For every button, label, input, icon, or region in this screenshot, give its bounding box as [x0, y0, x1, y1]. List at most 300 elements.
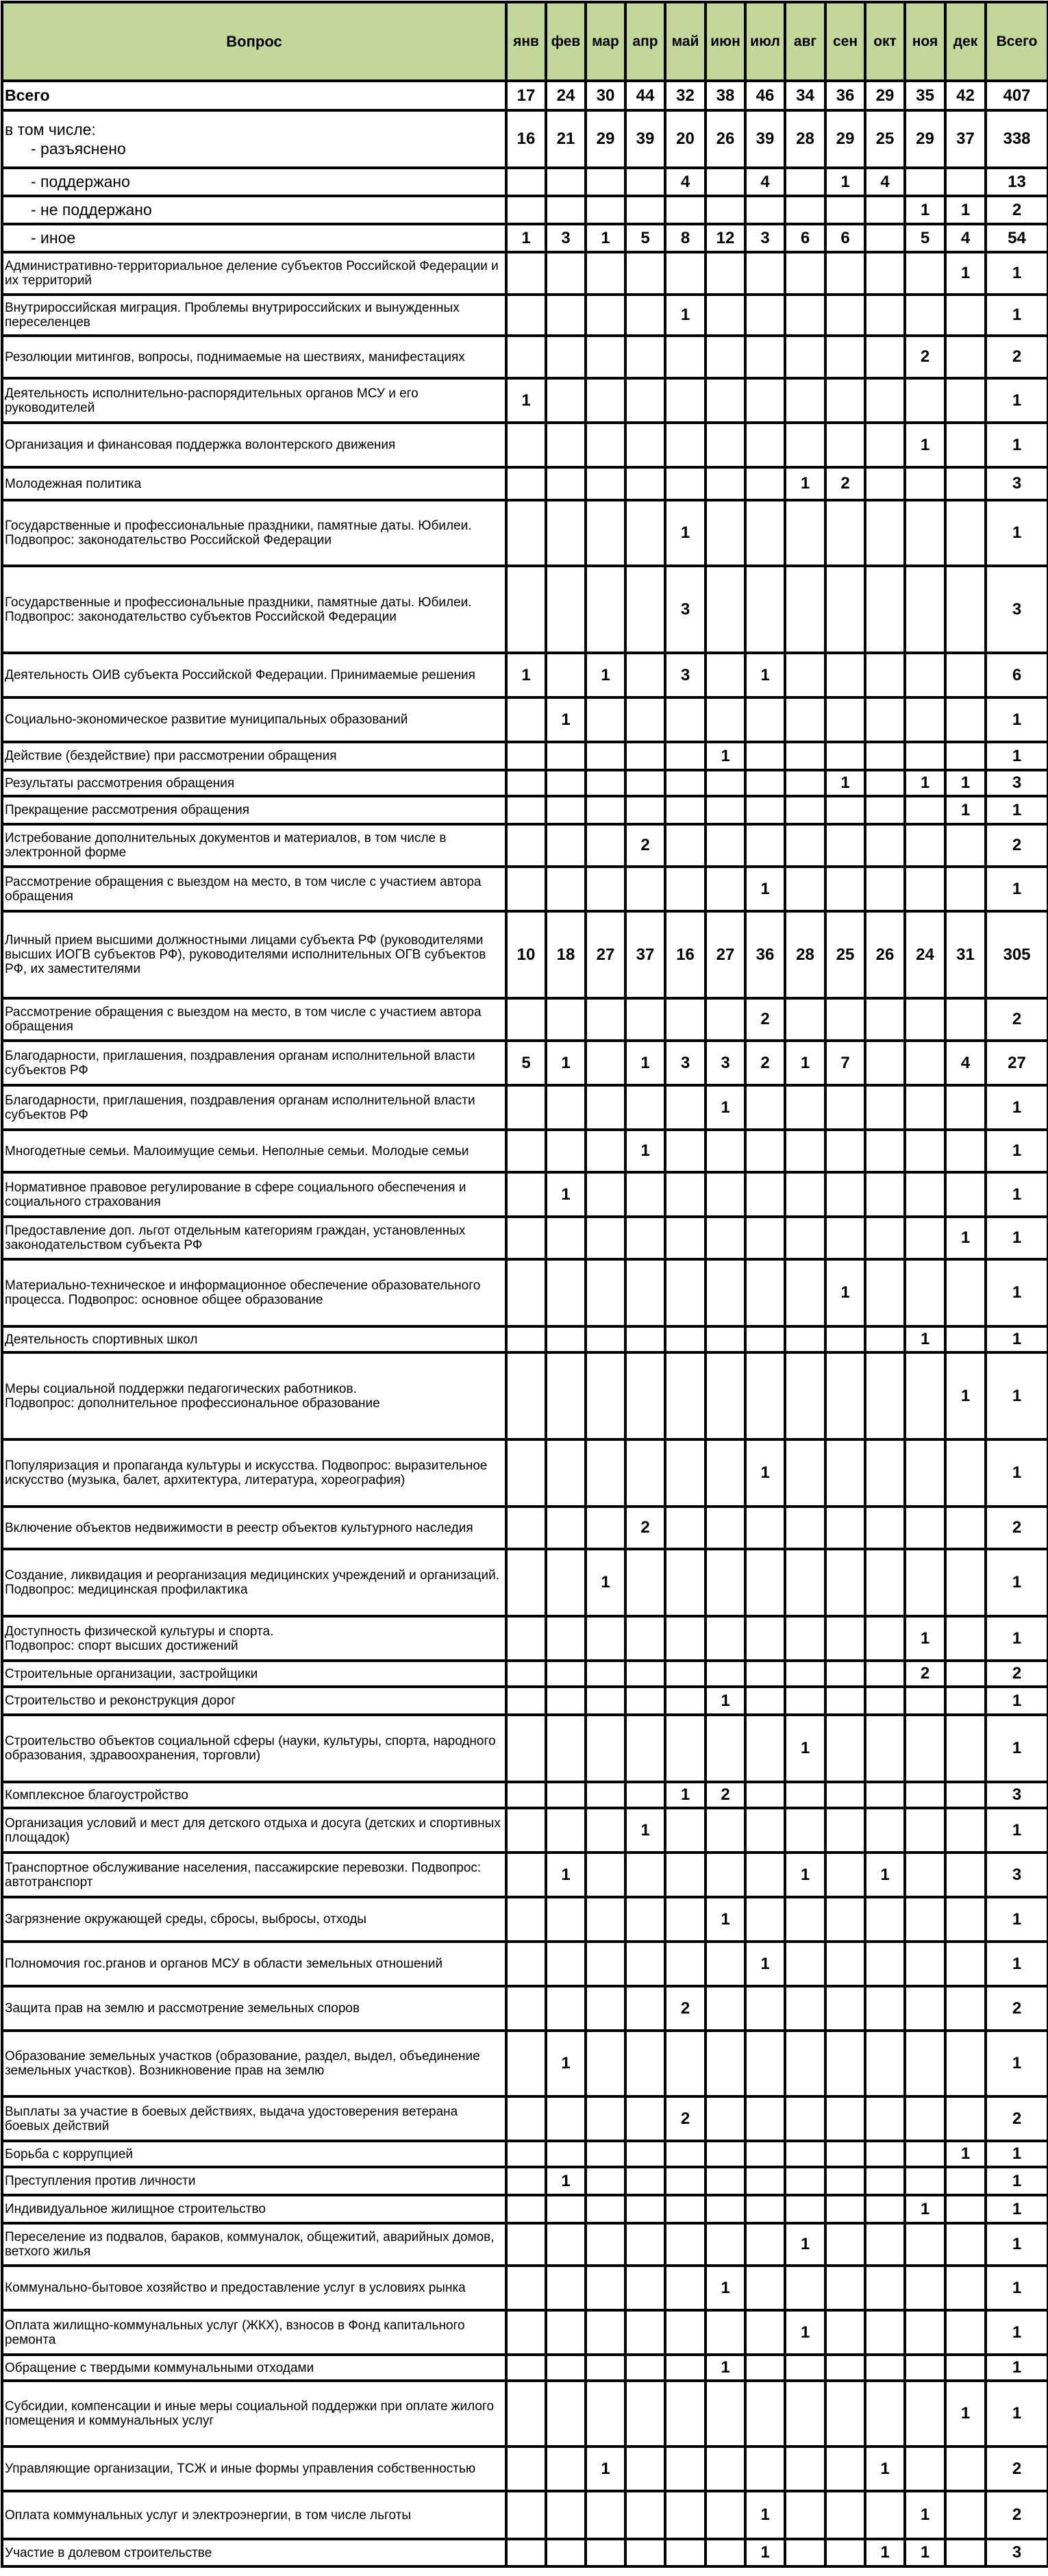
month-value-cell: [905, 2266, 945, 2310]
month-value-cell: 1: [706, 1085, 745, 1130]
month-value-cell: [745, 742, 785, 770]
month-value-cell: [865, 2031, 905, 2096]
month-value-cell: [745, 378, 785, 423]
month-value-cell: [665, 2355, 706, 2381]
month-value-cell: [905, 1808, 945, 1853]
month-value-cell: [706, 2167, 745, 2195]
month-value-cell: [506, 252, 546, 295]
month-value-cell: [506, 742, 546, 770]
month-value-cell: [785, 2539, 825, 2566]
topic-row: [2, 295, 1048, 336]
month-value-cell: [745, 1661, 785, 1687]
month-value-cell: [825, 2539, 865, 2566]
month-value-cell: [665, 697, 706, 742]
month-value-cell: 6: [825, 224, 865, 252]
month-value-cell: [665, 1897, 706, 1942]
row-total-cell: 1: [986, 2195, 1048, 2223]
month-value-cell: [586, 1715, 625, 1782]
month-value-cell: [785, 824, 825, 867]
question-cell: Коммунально-бытовое хозяйство и предоставление услуг в условиях рынка: [2, 2266, 506, 2310]
month-value-cell: 2: [905, 1661, 945, 1687]
month-value-cell: [865, 1130, 905, 1172]
row-total-cell: 338: [986, 110, 1048, 168]
month-value-cell: [625, 2195, 665, 2223]
topic-row: [2, 1897, 1048, 1942]
month-value-cell: [625, 1942, 665, 1986]
question-cell: Полномочия гос.рганов и органов МСУ в области земельных отношений: [2, 1942, 506, 1986]
month-value-cell: [865, 796, 905, 824]
month-value-cell: [905, 2031, 945, 2096]
summary-row-other: [2, 224, 1048, 252]
row-total-cell: 3: [986, 1782, 1048, 1808]
month-value-cell: [625, 295, 665, 336]
month-value-cell: [825, 2310, 865, 2355]
month-value-cell: [865, 2310, 905, 2355]
month-value-cell: [905, 653, 945, 697]
month-value-cell: 25: [865, 110, 905, 168]
row-total-cell: 1: [986, 295, 1048, 336]
month-value-cell: [905, 500, 945, 566]
month-value-cell: 36: [745, 911, 785, 998]
month-value-cell: [625, 2539, 665, 2566]
month-value-cell: 1: [586, 653, 625, 697]
row-total-cell: 2: [986, 2447, 1048, 2491]
topic-row: [2, 697, 1048, 742]
month-value-cell: 25: [825, 911, 865, 998]
topic-row: [2, 566, 1048, 653]
month-value-cell: [506, 2381, 546, 2447]
month-value-cell: [865, 500, 905, 566]
month-value-cell: [706, 2539, 745, 2566]
month-value-cell: [745, 2447, 785, 2491]
month-value-cell: [586, 295, 625, 336]
month-value-cell: [745, 1326, 785, 1352]
row-total-cell: 1: [986, 1259, 1048, 1326]
month-value-cell: [745, 1616, 785, 1661]
row-total-cell: 2: [986, 336, 1048, 378]
month-value-cell: [625, 1259, 665, 1326]
month-value-cell: 1: [905, 423, 945, 467]
month-value-cell: [825, 2491, 865, 2539]
topic-row: [2, 252, 1048, 295]
month-value-cell: [586, 2355, 625, 2381]
month-value-cell: [825, 2447, 865, 2491]
month-value-cell: [506, 2031, 546, 2096]
topic-row: [2, 796, 1048, 824]
row-total-cell: 1: [986, 1897, 1048, 1942]
month-value-cell: [665, 2310, 706, 2355]
month-value-cell: [745, 423, 785, 467]
question-cell: Прекращение рассмотрения обращения: [2, 796, 506, 824]
month-value-cell: [546, 295, 586, 336]
month-value-cell: 36: [825, 81, 865, 110]
month-value-cell: 5: [905, 224, 945, 252]
month-value-cell: [905, 796, 945, 824]
row-total-cell: 3: [986, 467, 1048, 500]
month-value-cell: [785, 1352, 825, 1439]
month-value-cell: 1: [665, 500, 706, 566]
question-cell: Строительные организации, застройщики: [2, 1661, 506, 1687]
month-value-cell: [785, 1259, 825, 1326]
month-value-cell: [905, 1549, 945, 1616]
question-cell: Истребование дополнительных документов и материалов, в том числе в электронной форме: [2, 824, 506, 867]
month-value-cell: [945, 295, 986, 336]
month-value-cell: [586, 336, 625, 378]
month-value-cell: [825, 2266, 865, 2310]
month-value-cell: [546, 2539, 586, 2566]
month-value-cell: [825, 1172, 865, 1217]
row-total-cell: 1: [986, 500, 1048, 566]
row-total-cell: 1: [986, 1549, 1048, 1616]
month-value-cell: 46: [745, 81, 785, 110]
month-value-cell: [745, 1172, 785, 1217]
month-value-cell: [706, 2141, 745, 2167]
month-value-cell: [586, 2195, 625, 2223]
row-total-cell: 1: [986, 1616, 1048, 1661]
month-value-cell: 3: [665, 566, 706, 653]
month-value-cell: [865, 2195, 905, 2223]
month-value-cell: [706, 2195, 745, 2223]
month-value-cell: [865, 336, 905, 378]
month-value-cell: 1: [546, 1041, 586, 1085]
month-value-cell: [706, 168, 745, 196]
month-value-cell: 4: [865, 168, 905, 196]
month-value-cell: [625, 1782, 665, 1808]
month-value-cell: [546, 1259, 586, 1326]
month-value-cell: [506, 500, 546, 566]
month-value-cell: [546, 1439, 586, 1507]
month-value-cell: [745, 252, 785, 295]
month-value-cell: 1: [745, 2491, 785, 2539]
month-value-cell: [706, 500, 745, 566]
month-value-cell: [665, 2141, 706, 2167]
month-value-cell: [825, 796, 865, 824]
month-value-cell: [665, 1326, 706, 1352]
month-value-cell: [825, 1130, 865, 1172]
month-value-cell: [945, 2167, 986, 2195]
question-label: в том числе:: [5, 121, 96, 138]
month-value-cell: [945, 1687, 986, 1715]
month-value-cell: [945, 467, 986, 500]
month-value-cell: [785, 1130, 825, 1172]
month-value-cell: 2: [665, 1986, 706, 2031]
month-value-cell: 4: [945, 224, 986, 252]
month-value-cell: [745, 1986, 785, 2031]
month-value-cell: [586, 796, 625, 824]
month-value-cell: [506, 2491, 546, 2539]
month-value-cell: [586, 1130, 625, 1172]
month-value-cell: [825, 1549, 865, 1616]
question-cell: Транспортное обслуживание населения, пассажирские перевозки. Подвопрос: автотранспорт: [2, 1853, 506, 1897]
column-header-month: фев: [546, 2, 586, 81]
month-value-cell: [506, 336, 546, 378]
month-value-cell: [665, 770, 706, 796]
topic-row: [2, 1782, 1048, 1808]
month-value-cell: [506, 1085, 546, 1130]
column-header-month: дек: [945, 2, 986, 81]
month-value-cell: [785, 770, 825, 796]
month-value-cell: [825, 566, 865, 653]
month-value-cell: [825, 1687, 865, 1715]
question-cell: Загрязнение окружающей среды, сбросы, выбросы, отходы: [2, 1897, 506, 1942]
month-value-cell: [546, 1715, 586, 1782]
month-value-cell: [745, 2167, 785, 2195]
month-value-cell: [785, 2141, 825, 2167]
month-value-cell: [945, 653, 986, 697]
month-value-cell: [506, 2539, 546, 2566]
month-value-cell: [945, 1549, 986, 1616]
month-value-cell: [706, 697, 745, 742]
topic-row: [2, 1217, 1048, 1259]
question-cell: Многодетные семьи. Малоимущие семьи. Неполные семьи. Молодые семьи: [2, 1130, 506, 1172]
month-value-cell: [625, 867, 665, 911]
question-cell: Внутрироссийская миграция. Проблемы внутрироссийских и вынужденных переселенцев: [2, 295, 506, 336]
month-value-cell: 3: [665, 1041, 706, 1085]
month-value-cell: [785, 1897, 825, 1942]
month-value-cell: 3: [745, 224, 785, 252]
month-value-cell: 30: [586, 81, 625, 110]
month-value-cell: [785, 1661, 825, 1687]
month-value-cell: 1: [905, 2539, 945, 2566]
month-value-cell: [506, 1616, 546, 1661]
month-value-cell: [625, 2031, 665, 2096]
month-value-cell: [825, 867, 865, 911]
month-value-cell: [905, 2355, 945, 2381]
month-value-cell: [945, 697, 986, 742]
month-value-cell: [865, 1687, 905, 1715]
month-value-cell: [905, 1041, 945, 1085]
month-value-cell: [785, 168, 825, 196]
month-value-cell: [506, 998, 546, 1041]
row-total-cell: 2: [986, 1661, 1048, 1687]
topic-row: [2, 1352, 1048, 1439]
month-value-cell: [745, 467, 785, 500]
month-value-cell: [865, 1352, 905, 1439]
month-value-cell: [625, 1897, 665, 1942]
month-value-cell: [665, 1085, 706, 1130]
month-value-cell: [506, 824, 546, 867]
month-value-cell: [706, 1352, 745, 1439]
month-value-cell: [865, 1661, 905, 1687]
month-value-cell: 27: [706, 911, 745, 998]
month-value-cell: [625, 168, 665, 196]
month-value-cell: [665, 1507, 706, 1549]
month-value-cell: [706, 1507, 745, 1549]
row-total-cell: 1: [986, 1715, 1048, 1782]
month-value-cell: [945, 423, 986, 467]
month-value-cell: [586, 998, 625, 1041]
month-value-cell: 1: [785, 2223, 825, 2266]
row-total-cell: 2: [986, 2491, 1048, 2539]
row-total-cell: 1: [986, 2141, 1048, 2167]
topic-row: [2, 1616, 1048, 1661]
month-value-cell: [905, 2141, 945, 2167]
topic-row: [2, 1507, 1048, 1549]
row-total-cell: 1: [986, 378, 1048, 423]
month-value-cell: [865, 295, 905, 336]
question-cell: Действие (бездействие) при рассмотрении обращения: [2, 742, 506, 770]
month-value-cell: 3: [546, 224, 586, 252]
month-value-cell: [745, 1352, 785, 1439]
month-value-cell: [945, 824, 986, 867]
month-value-cell: [665, 1687, 706, 1715]
month-value-cell: [665, 2167, 706, 2195]
topic-row: [2, 911, 1048, 998]
row-total-cell: 1: [986, 867, 1048, 911]
column-header-month: июн: [706, 2, 745, 81]
month-value-cell: [506, 2266, 546, 2310]
question-cell: - иное: [2, 224, 506, 252]
topic-row: [2, 2031, 1048, 2096]
month-value-cell: [865, 1986, 905, 2031]
month-value-cell: [586, 2167, 625, 2195]
month-value-cell: 1: [745, 2539, 785, 2566]
month-value-cell: 27: [586, 911, 625, 998]
month-value-cell: [586, 867, 625, 911]
month-value-cell: [945, 998, 986, 1041]
column-header-month: май: [665, 2, 706, 81]
month-value-cell: [665, 824, 706, 867]
month-value-cell: 1: [945, 770, 986, 796]
month-value-cell: [825, 1986, 865, 2031]
month-value-cell: [546, 467, 586, 500]
month-value-cell: [945, 1808, 986, 1853]
month-value-cell: [865, 1439, 905, 1507]
month-value-cell: 1: [586, 1549, 625, 1616]
month-value-cell: [586, 1217, 625, 1259]
month-value-cell: 38: [706, 81, 745, 110]
month-value-cell: [506, 1897, 546, 1942]
question-cell: Материально-техническое и информационное обеспечение образовательного процесса. Подвопрос: основное общее образование: [2, 1259, 506, 1326]
month-value-cell: [586, 1507, 625, 1549]
month-value-cell: [506, 1782, 546, 1808]
month-value-cell: [865, 1326, 905, 1352]
month-value-cell: [625, 1616, 665, 1661]
header-row: [2, 2, 1048, 81]
month-value-cell: 29: [825, 110, 865, 168]
month-value-cell: 37: [945, 110, 986, 168]
month-value-cell: [506, 1352, 546, 1439]
table-body: [2, 81, 1048, 2566]
month-value-cell: 7: [825, 1041, 865, 1085]
month-value-cell: [905, 1986, 945, 2031]
month-value-cell: [586, 742, 625, 770]
month-value-cell: [865, 1782, 905, 1808]
month-value-cell: [945, 1715, 986, 1782]
month-value-cell: [865, 224, 905, 252]
month-value-cell: 2: [665, 2096, 706, 2141]
month-value-cell: [706, 378, 745, 423]
month-value-cell: 1: [905, 1616, 945, 1661]
month-value-cell: [546, 1326, 586, 1352]
question-cell: Доступность физической культуры и спорта. Подвопрос: спорт высших достижений: [2, 1616, 506, 1661]
month-value-cell: [706, 1172, 745, 1217]
month-value-cell: [825, 336, 865, 378]
month-value-cell: 1: [546, 697, 586, 742]
month-value-cell: [865, 1942, 905, 1986]
question-cell: Деятельность ОИВ субъекта Российской Федерации. Принимаемые решения: [2, 653, 506, 697]
topic-row: [2, 1130, 1048, 1172]
month-value-cell: [825, 1853, 865, 1897]
month-value-cell: [546, 2310, 586, 2355]
month-value-cell: [586, 1897, 625, 1942]
month-value-cell: 2: [905, 336, 945, 378]
question-cell: - поддержано: [2, 168, 506, 196]
topic-row: [2, 500, 1048, 566]
month-value-cell: [625, 1853, 665, 1897]
month-value-cell: [905, 252, 945, 295]
month-value-cell: [785, 1808, 825, 1853]
row-total-cell: 6: [986, 653, 1048, 697]
month-value-cell: 20: [665, 110, 706, 168]
month-value-cell: 2: [706, 1782, 745, 1808]
month-value-cell: [825, 2381, 865, 2447]
month-value-cell: [665, 2381, 706, 2447]
month-value-cell: [785, 2167, 825, 2195]
month-value-cell: [865, 824, 905, 867]
month-value-cell: 1: [506, 224, 546, 252]
topic-row: [2, 998, 1048, 1041]
summary-row-supported: [2, 168, 1048, 196]
topic-row: [2, 1687, 1048, 1715]
month-value-cell: [745, 1217, 785, 1259]
month-value-cell: [546, 2447, 586, 2491]
month-value-cell: [586, 566, 625, 653]
month-value-cell: [546, 1130, 586, 1172]
topic-row: [2, 1259, 1048, 1326]
month-value-cell: [865, 1172, 905, 1217]
month-value-cell: [546, 998, 586, 1041]
month-value-cell: [825, 742, 865, 770]
month-value-cell: [586, 697, 625, 742]
month-value-cell: [586, 1942, 625, 1986]
month-value-cell: [506, 1942, 546, 1986]
topic-row: [2, 1808, 1048, 1853]
month-value-cell: [945, 1130, 986, 1172]
month-value-cell: [825, 1352, 865, 1439]
month-value-cell: [506, 2167, 546, 2195]
month-value-cell: [785, 2355, 825, 2381]
month-value-cell: [506, 796, 546, 824]
month-value-cell: [865, 566, 905, 653]
month-value-cell: 1: [945, 2381, 986, 2447]
month-value-cell: 1: [945, 252, 986, 295]
month-value-cell: [945, 2539, 986, 2566]
month-value-cell: 1: [825, 770, 865, 796]
month-value-cell: 17: [506, 81, 546, 110]
month-value-cell: [546, 2355, 586, 2381]
row-total-cell: 1: [986, 1326, 1048, 1352]
month-value-cell: [825, 998, 865, 1041]
month-value-cell: [625, 770, 665, 796]
question-cell: Нормативное правовое регулирование в сфере социального обеспечения и социального страхования: [2, 1172, 506, 1217]
question-cell: Строительство объектов социальной сферы (науки, культуры, спорта, народного образования, здравоохранения, торговли): [2, 1715, 506, 1782]
month-value-cell: 35: [905, 81, 945, 110]
month-value-cell: [865, 1616, 905, 1661]
month-value-cell: [586, 1808, 625, 1853]
row-total-cell: 1: [986, 2167, 1048, 2195]
topic-row: [2, 2491, 1048, 2539]
question-cell: Выплаты за участие в боевых действиях, выдача удостоверения ветерана боевых действий: [2, 2096, 506, 2141]
month-value-cell: [665, 2539, 706, 2566]
month-value-cell: [586, 2031, 625, 2096]
month-value-cell: [865, 2223, 905, 2266]
month-value-cell: [825, 1942, 865, 1986]
topic-row: [2, 2310, 1048, 2355]
month-value-cell: [546, 423, 586, 467]
month-value-cell: [665, 742, 706, 770]
month-value-cell: [665, 1549, 706, 1616]
